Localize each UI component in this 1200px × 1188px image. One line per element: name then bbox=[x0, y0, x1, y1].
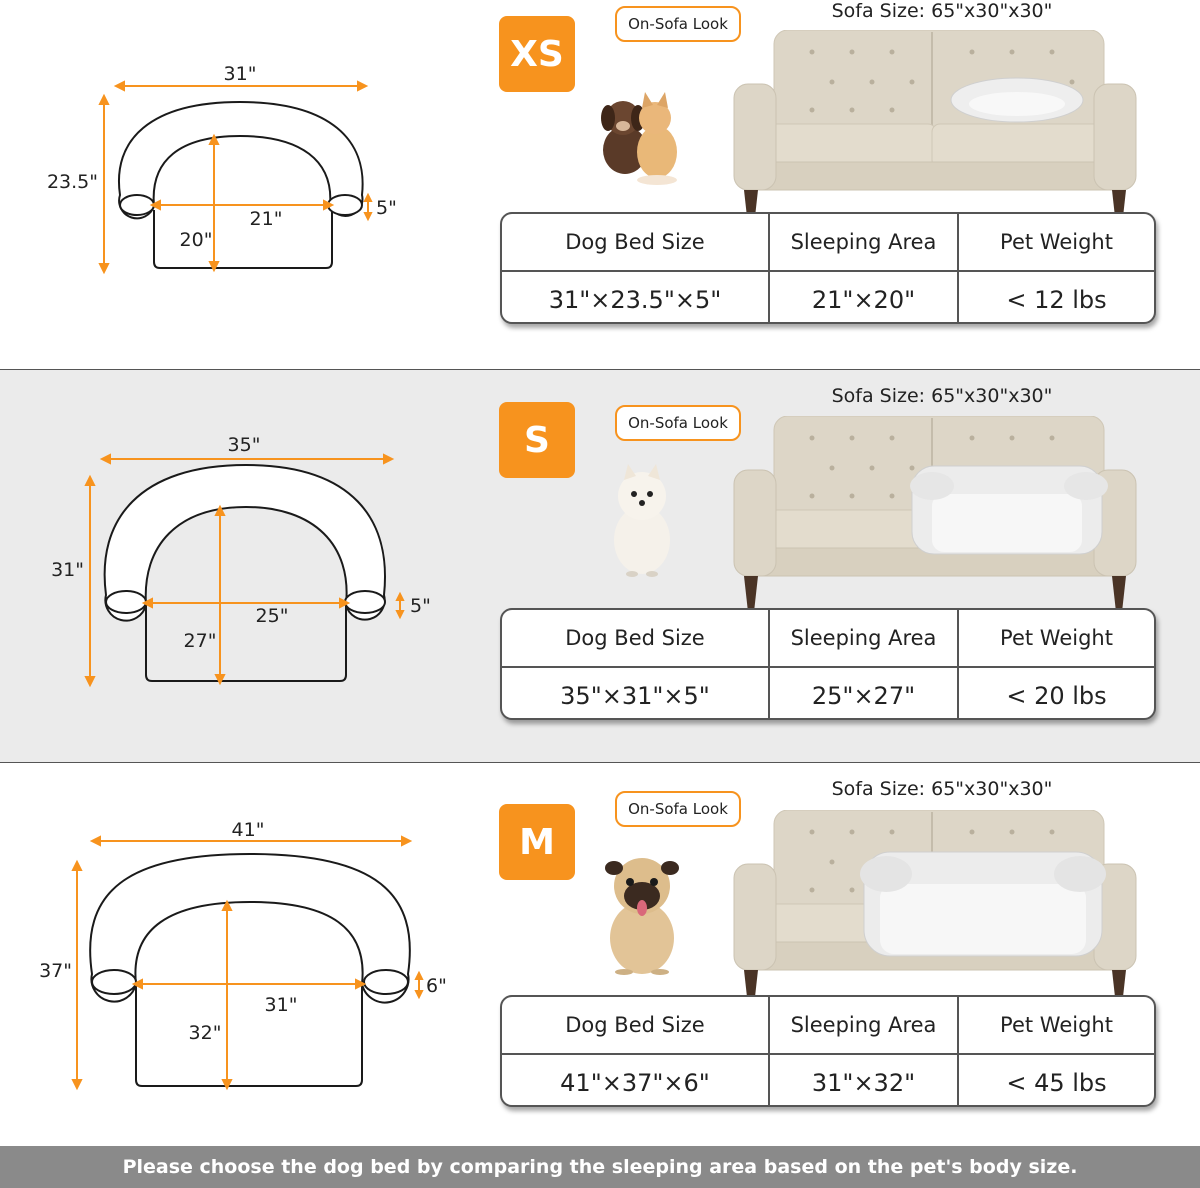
bed-bolster bbox=[105, 465, 385, 621]
size-badge-m: M bbox=[499, 804, 575, 880]
header-pet-weight: Pet Weight bbox=[1000, 1013, 1113, 1037]
thickness-label: 5" bbox=[410, 595, 431, 617]
width-label: 41" bbox=[231, 819, 265, 841]
bed-diagram-xs bbox=[0, 0, 480, 369]
header-dog-bed-size: Dog Bed Size bbox=[502, 997, 770, 1053]
spec-table-s bbox=[500, 608, 1156, 720]
size-badge-s: S bbox=[499, 402, 575, 478]
bed-diagram-m bbox=[0, 762, 480, 1146]
value-pet-weight: < 20 lbs bbox=[1006, 681, 1107, 710]
inner-depth-label: 20" bbox=[179, 229, 213, 251]
header-pet-weight: Pet Weight bbox=[1000, 626, 1113, 650]
inner-depth-label: 27" bbox=[183, 630, 217, 652]
footer-note: Please choose the dog bed by comparing the sleeping area based on the pet's body size. bbox=[0, 1146, 1200, 1188]
value-pet-weight: < 12 lbs bbox=[1006, 285, 1107, 314]
spec-table-xs bbox=[500, 212, 1156, 324]
value-dog-bed-size: 35"×31"×5" bbox=[502, 668, 770, 720]
thickness-label: 6" bbox=[426, 975, 447, 997]
sofa-with-bed-image-xs bbox=[732, 30, 1140, 230]
sofa-with-bed-image-m bbox=[732, 810, 1140, 1010]
height-label: 23.5" bbox=[46, 171, 98, 193]
bed-outline bbox=[136, 982, 362, 1086]
width-label: 31" bbox=[223, 63, 257, 85]
bolster-end bbox=[120, 195, 154, 215]
bed-bolster bbox=[119, 102, 363, 218]
header-sleeping-area: Sleeping Area bbox=[770, 610, 959, 666]
bed-bolster bbox=[90, 854, 410, 1003]
header-sleeping-area: Sleeping Area bbox=[770, 214, 959, 270]
inner-width-label: 31" bbox=[264, 994, 298, 1016]
on-sofa-look-label: On-Sofa Look bbox=[615, 6, 741, 42]
sofa-size-label: Sofa Size: 65"x30"x30" bbox=[831, 385, 1053, 407]
bolster-end bbox=[106, 591, 146, 613]
sofa-size-label: Sofa Size: 65"x30"x30" bbox=[831, 0, 1053, 22]
bolster-end bbox=[92, 970, 136, 994]
header-sleeping-area: Sleeping Area bbox=[770, 997, 959, 1053]
header-pet-weight: Pet Weight bbox=[1000, 230, 1113, 254]
value-dog-bed-size: 41"×37"×6" bbox=[502, 1055, 770, 1107]
on-sofa-look-label: On-Sofa Look bbox=[615, 405, 741, 441]
value-sleeping-area: 21"×20" bbox=[770, 272, 959, 324]
inner-width-label: 25" bbox=[255, 605, 289, 627]
thickness-label: 5" bbox=[376, 197, 397, 219]
value-sleeping-area: 25"×27" bbox=[770, 668, 959, 720]
pomeranian-image bbox=[602, 460, 682, 580]
value-pet-weight: < 45 lbs bbox=[1006, 1068, 1107, 1097]
bed-diagram-s bbox=[0, 369, 480, 762]
height-label: 37" bbox=[39, 960, 72, 982]
inner-depth-label: 32" bbox=[188, 1022, 222, 1044]
header-dog-bed-size: Dog Bed Size bbox=[502, 214, 770, 270]
on-sofa-look-label: On-Sofa Look bbox=[615, 791, 741, 827]
value-dog-bed-size: 31"×23.5"×5" bbox=[502, 272, 770, 324]
puppy-and-kitten-image bbox=[595, 88, 695, 188]
bolster-end bbox=[364, 970, 408, 994]
sofa-size-label: Sofa Size: 65"x30"x30" bbox=[831, 778, 1053, 800]
header-dog-bed-size: Dog Bed Size bbox=[502, 610, 770, 666]
bed-outline bbox=[146, 601, 346, 681]
pug-image bbox=[594, 846, 690, 976]
sofa-with-bed-image-s bbox=[732, 416, 1140, 616]
height-label: 31" bbox=[51, 559, 84, 581]
width-label: 35" bbox=[227, 434, 261, 456]
value-sleeping-area: 31"×32" bbox=[770, 1055, 959, 1107]
bolster-end bbox=[345, 591, 385, 613]
spec-table-m bbox=[500, 995, 1156, 1107]
inner-width-label: 21" bbox=[249, 208, 283, 230]
size-badge-xs: XS bbox=[499, 16, 575, 92]
